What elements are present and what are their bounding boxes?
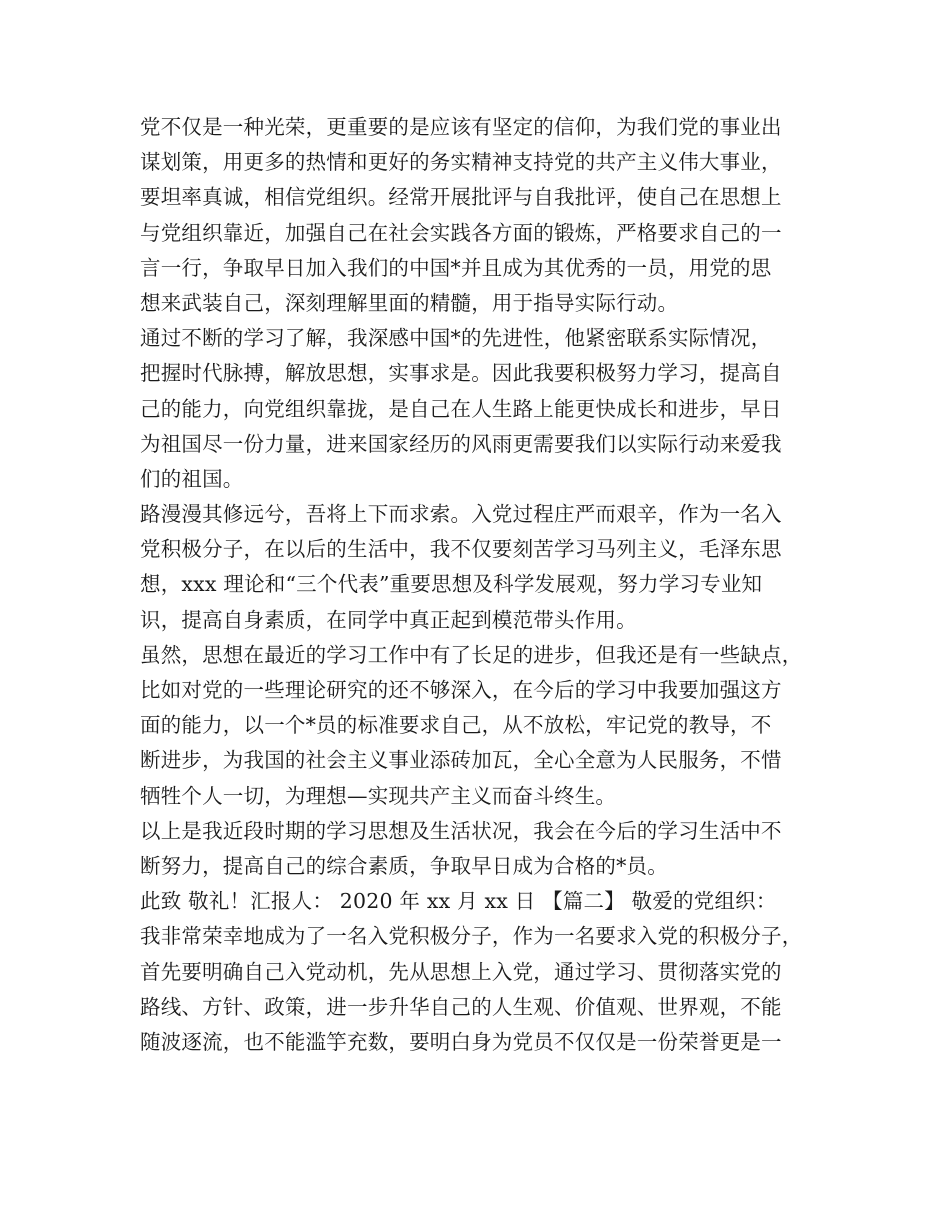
text-line: 首先要明确自己入党动机，先从思想上入党，通过学习、贯彻落实党的	[140, 959, 782, 984]
text-line: 路线、方针、政策，进一步升华自己的人生观、价值观、世界观，不能	[140, 994, 782, 1019]
text-line: 想，xxx 理论和“三个代表”重要思想及科学发展观，努力学习专业知	[140, 572, 763, 597]
text-line: 党不仅是一种光荣，更重要的是应该有坚定的信仰，为我们党的事业出	[140, 115, 782, 139]
text-line: 言一行，争取早日加入我们的中国*并且成为其优秀的一员，用党的思	[140, 255, 772, 280]
text-line: 虽然，思想在最近的学习工作中有了长足的进步，但我还是有一些缺点，	[140, 642, 803, 667]
text-line: 谋划策，用更多的热情和更好的务实精神支持党的共产主义伟大事业，	[140, 150, 782, 175]
text-line: 己的能力，向党组织靠拢，是自己在人生路上能更快成长和进步，早日	[140, 396, 782, 421]
text-line: 们的祖国。	[140, 466, 244, 491]
text-line: 识，提高自身素质，在同学中真正起到模范带头作用。	[140, 607, 637, 632]
text-line: 与党组织靠近，加强自己在社会实践各方面的锻炼，严格要求自己的一	[140, 220, 782, 245]
text-line: 通过不断的学习了解，我深感中国*的先进性，他紧密联系实际情况，	[140, 326, 772, 351]
text-line: 随波逐流，也不能滥竽充数，要明白身为党员不仅仅是一份荣誉更是一	[140, 1029, 782, 1054]
text-line: 为祖国尽一份力量，进来国家经历的风雨更需要我们以实际行动来爱我	[140, 431, 782, 456]
text-line: 以上是我近段时期的学习思想及生活状况，我会在今后的学习生活中不	[140, 818, 782, 843]
document-body	[140, 110, 830, 1060]
text-line: 要坦率真诚，相信党组织。经常开展批评与自我批评，使自己在思想上	[140, 185, 782, 210]
text-line: 我非常荣幸地成为了一名入党积极分子，作为一名要求入党的积极分子，	[140, 924, 803, 949]
text-line: 想来武装自己，深刻理解里面的精髓，用于指导实际行动。	[140, 290, 679, 315]
text-line: 比如对党的一些理论研究的还不够深入，在今后的学习中我要加强这方	[140, 678, 782, 702]
text-line: 此致 敬礼！汇报人： 2020 年 xx 月 xx 日 【篇二】 敬爱的党组织：	[140, 889, 777, 914]
text-line: 断进步，为我国的社会主义事业添砖加瓦，全心全意为人民服务，不惜	[140, 748, 782, 773]
text-line: 把握时代脉搏，解放思想，实事求是。因此我要积极努力学习，提高自	[140, 361, 782, 386]
text-line: 面的能力，以一个*员的标准要求自己，从不放松，牢记党的教导，不	[140, 713, 772, 738]
text-line: 党积极分子，在以后的生活中，我不仅要刻苦学习马列主义，毛泽东思	[140, 537, 782, 562]
text-line: 断努力，提高自己的综合素质，争取早日成为合格的*员。	[140, 853, 668, 878]
text-line: 路漫漫其修远兮，吾将上下而求索。入党过程庄严而艰辛，作为一名入	[140, 502, 782, 527]
text-line: 牺牲个人一切，为理想—实现共产主义而奋斗终生。	[140, 783, 617, 808]
